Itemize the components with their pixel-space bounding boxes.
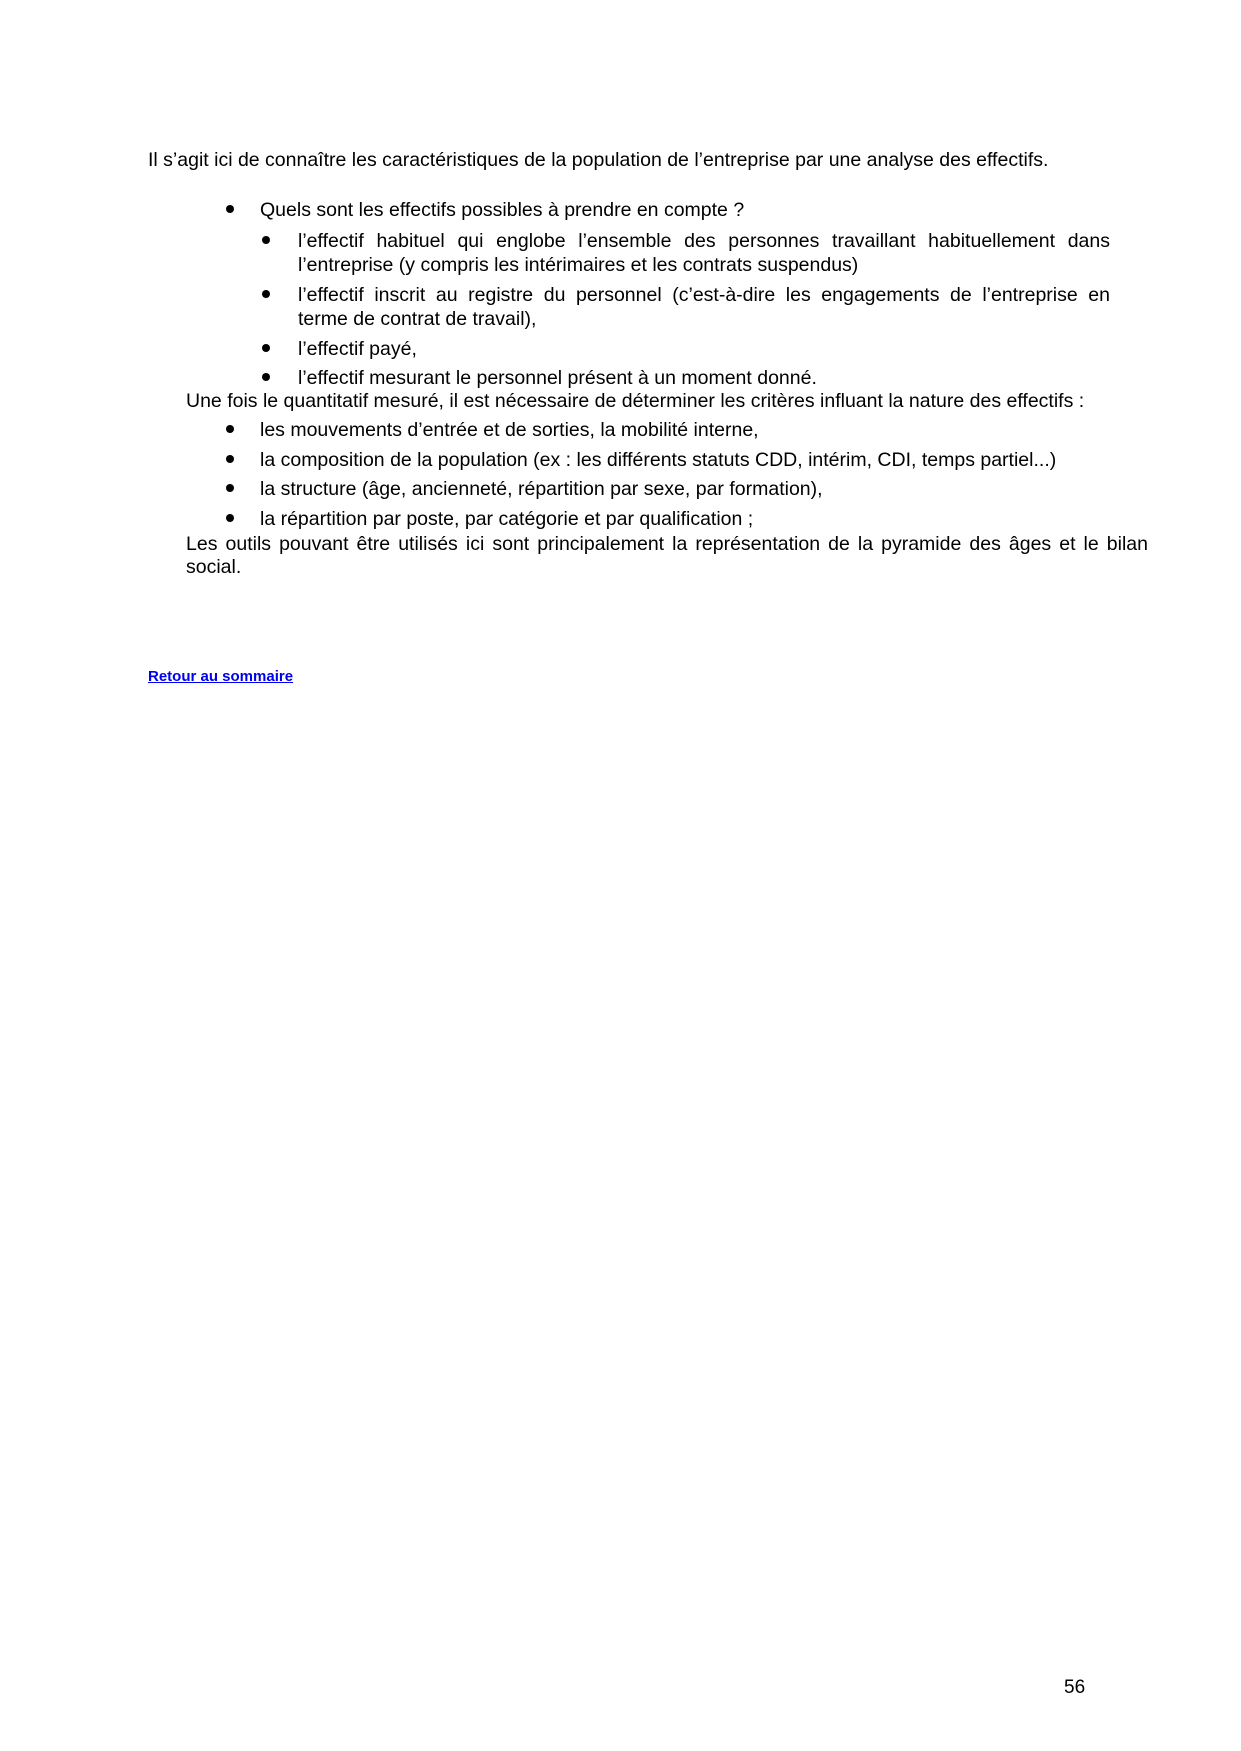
criteria-item-3: la structure (âge, ancienneté, répartition par sexe, par formation), [260,478,823,500]
criteria-item-2: la composition de la population (ex : les différents statuts CDD, intérim, CDI, temps partiel...) [260,449,1057,471]
back-to-summary-link[interactable]: Retour au sommaire [148,668,294,685]
effectif-item-2-line2: terme de contrat de travail), [298,308,537,330]
bullet-dot-icon [226,514,234,522]
intro-paragraph: Il s’agit ici de connaître les caractéristiques de la population de l’entreprise par une analyse des effectifs. [148,149,1049,171]
criteria-item-4: la répartition par poste, par catégorie et par qualification ; [260,508,754,530]
effectif-item-1-line1: l’effectif habituel qui englobe l’ensemble des personnes travaillant habituellement dans [298,230,1110,252]
bullet-dot-icon [262,373,270,381]
bullet-dot-icon [262,344,270,352]
bullet-dot-icon [226,425,234,433]
effectif-item-3: l’effectif payé, [298,338,417,360]
bullet-dot-icon [262,236,270,244]
tools-paragraph: Les outils pouvant être utilisés ici sont principalement la représentation de la pyramide des âges et le bilan social. [186,533,1148,578]
bullet-dot-icon [262,290,270,298]
effectif-item-2-line1: l’effectif inscrit au registre du personnel (c’est-à-dire les engagements de l’entreprise en [298,284,1110,306]
effectif-item-1-line2: l’entreprise (y compris les intérimaires et les contrats suspendus) [298,254,859,276]
criteria-item-1: les mouvements d’entrée et de sorties, la mobilité interne, [260,419,759,441]
bullet-dot-icon [226,484,234,492]
bullet-dot-icon [226,455,234,463]
effectif-item-4: l’effectif mesurant le personnel présent à un moment donné. [298,367,817,389]
bullet-dot-icon [226,205,234,213]
criteria-intro: Une fois le quantitatif mesuré, il est nécessaire de déterminer les critères influant la nature des effectifs : [186,390,1085,412]
question-item: Quels sont les effectifs possibles à prendre en compte ? [260,199,745,221]
page-number: 56 [1064,1677,1086,1698]
